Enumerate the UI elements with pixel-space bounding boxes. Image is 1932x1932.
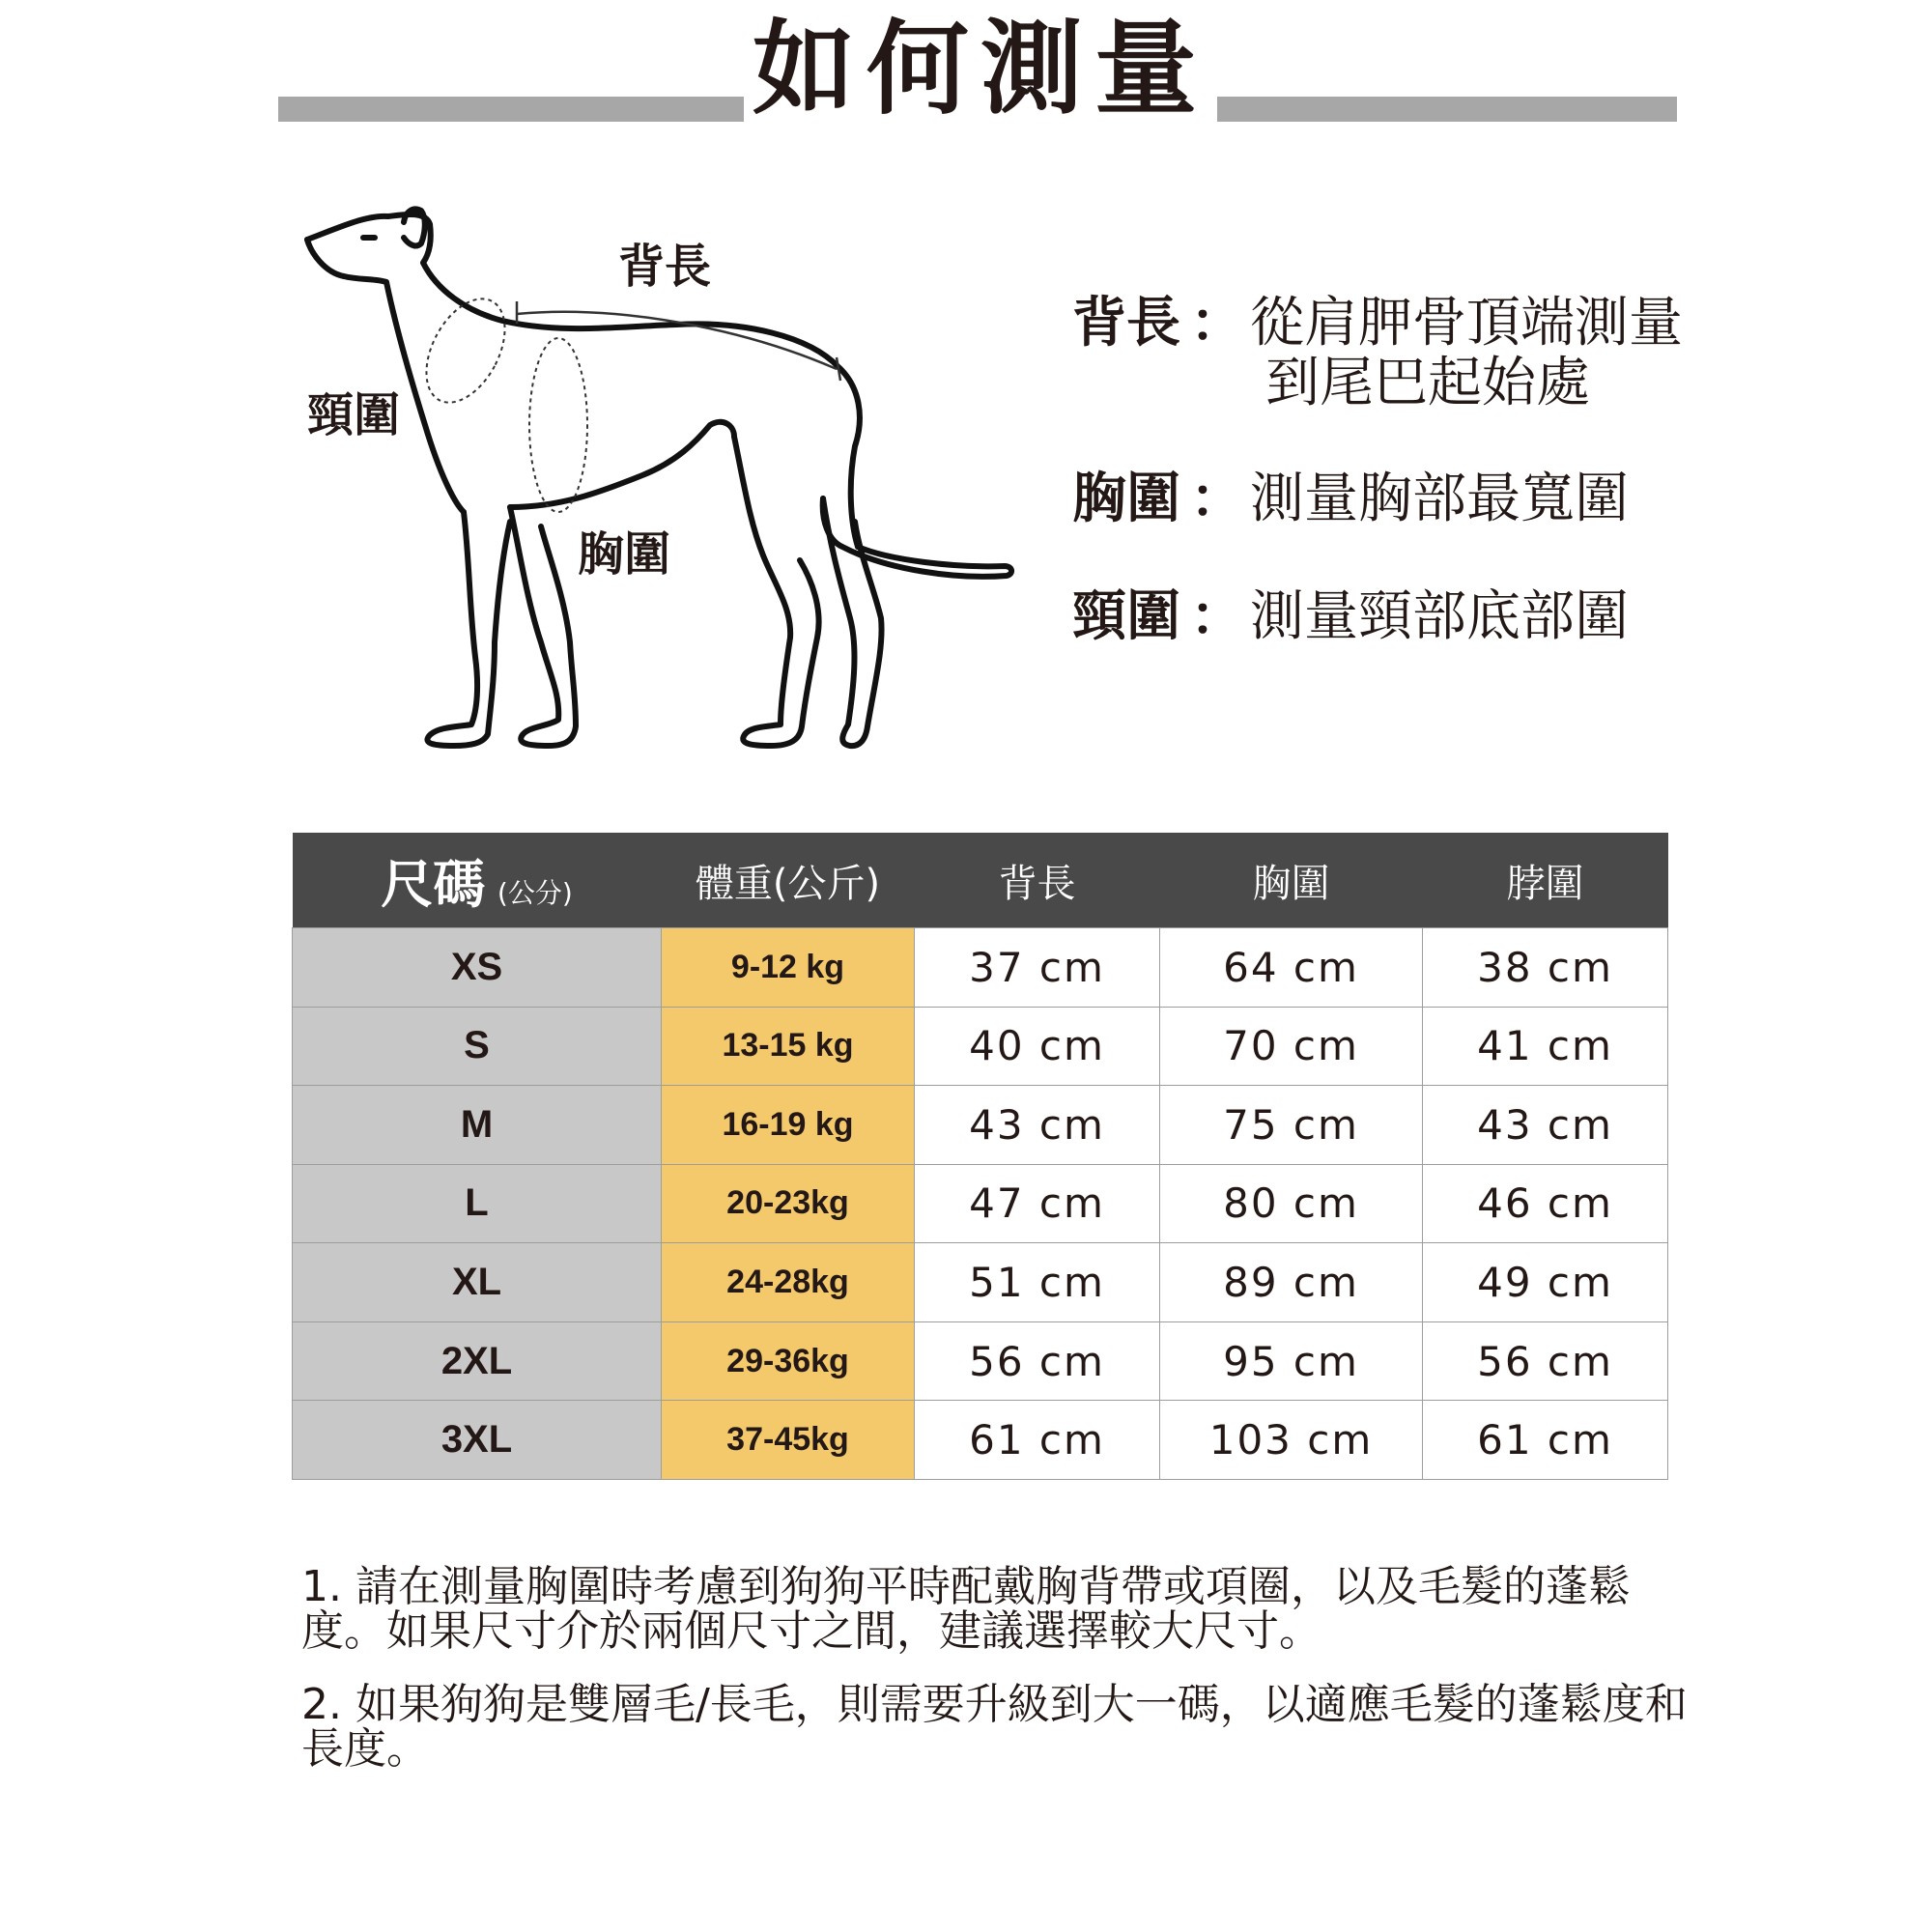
diagram-label-back-length: 背長 [618, 240, 712, 294]
header-size-label: 尺碼 [381, 852, 486, 915]
cell-size: XL [293, 1243, 662, 1322]
cell-chest: 89 cm [1160, 1243, 1423, 1322]
definition-text-continued: 到尾巴起始處 [1265, 352, 1590, 414]
diagram-label-neck: 頸圍 [307, 388, 401, 442]
cell-size: M [293, 1086, 662, 1165]
definition-term: 胸圍 [1072, 468, 1180, 530]
header-back-length: 背長 [915, 833, 1160, 928]
cell-back-length: 56 cm [915, 1321, 1160, 1401]
cell-chest: 70 cm [1160, 1007, 1423, 1086]
definition-text: 測量頸部底部圍 [1250, 585, 1629, 648]
cell-neck: 49 cm [1423, 1243, 1668, 1322]
definition-colon: ： [1190, 585, 1244, 648]
cell-weight: 20-23kg [662, 1164, 915, 1243]
header-weight: 體重(公斤) [662, 833, 915, 928]
cell-size: 3XL [293, 1401, 662, 1480]
cell-neck: 43 cm [1423, 1086, 1668, 1165]
cell-size: XS [293, 928, 662, 1008]
cell-neck: 61 cm [1423, 1401, 1668, 1480]
cell-size: L [293, 1164, 662, 1243]
cell-chest: 75 cm [1160, 1086, 1423, 1165]
cell-back-length: 43 cm [915, 1086, 1160, 1165]
table-row [293, 928, 1668, 1008]
header-chest: 胸圍 [1160, 833, 1423, 928]
size-chart-table [292, 833, 1668, 1480]
table-row [293, 1086, 1668, 1165]
cell-chest: 80 cm [1160, 1164, 1423, 1243]
cell-weight: 16-19 kg [662, 1086, 915, 1165]
table-row [293, 1007, 1668, 1086]
definition-colon: ： [1190, 292, 1244, 355]
table-row [293, 1243, 1668, 1322]
cell-weight: 9-12 kg [662, 928, 915, 1008]
cell-weight: 13-15 kg [662, 1007, 915, 1086]
definition-colon: ： [1190, 468, 1244, 530]
table-row [293, 1164, 1668, 1243]
cell-weight: 24-28kg [662, 1243, 915, 1322]
header-size-unit: (公分) [497, 876, 573, 909]
cell-size: 2XL [293, 1321, 662, 1401]
cell-back-length: 51 cm [915, 1243, 1160, 1322]
definition-term: 背長 [1072, 292, 1180, 355]
definition-neck [1072, 587, 1629, 647]
cell-chest: 64 cm [1160, 928, 1423, 1008]
definition-chest [1072, 469, 1629, 529]
cell-neck: 46 cm [1423, 1164, 1668, 1243]
definition-back-length [1072, 294, 1683, 413]
cell-back-length: 37 cm [915, 928, 1160, 1008]
cell-chest: 95 cm [1160, 1321, 1423, 1401]
table-header-row [293, 833, 1668, 928]
cell-neck: 41 cm [1423, 1007, 1668, 1086]
cell-neck: 56 cm [1423, 1321, 1668, 1401]
table-row [293, 1321, 1668, 1401]
note-2: 2. 如果狗狗是雙層毛/長毛，則需要升級到大一碼，以適應毛髮的蓬鬆度和長度。 [301, 1680, 1688, 1774]
definition-text: 測量胸部最寬圍 [1250, 468, 1629, 530]
notes-section [301, 1562, 1692, 1801]
cell-chest: 103 cm [1160, 1401, 1423, 1480]
table-row [293, 1401, 1668, 1480]
note-1: 1. 請在測量胸圍時考慮到狗狗平時配戴胸背帶或項圈，以及毛髮的蓬鬆度。如果尺寸介於兩個尺寸之間，建議選擇較大尺寸。 [301, 1562, 1631, 1656]
cell-back-length: 40 cm [915, 1007, 1160, 1086]
cell-weight: 29-36kg [662, 1321, 915, 1401]
cell-back-length: 61 cm [915, 1401, 1160, 1480]
cell-back-length: 47 cm [915, 1164, 1160, 1243]
page-title: 如何測量 [753, 10, 1208, 128]
definition-text: 從肩胛骨頂端測量 [1250, 292, 1683, 355]
definition-term: 頸圍 [1072, 585, 1180, 648]
cell-size: S [293, 1007, 662, 1086]
header-size [293, 833, 662, 928]
header-neck: 脖圍 [1423, 833, 1668, 928]
diagram-label-chest: 胸圍 [578, 527, 671, 582]
cell-neck: 38 cm [1423, 928, 1668, 1008]
cell-weight: 37-45kg [662, 1401, 915, 1480]
